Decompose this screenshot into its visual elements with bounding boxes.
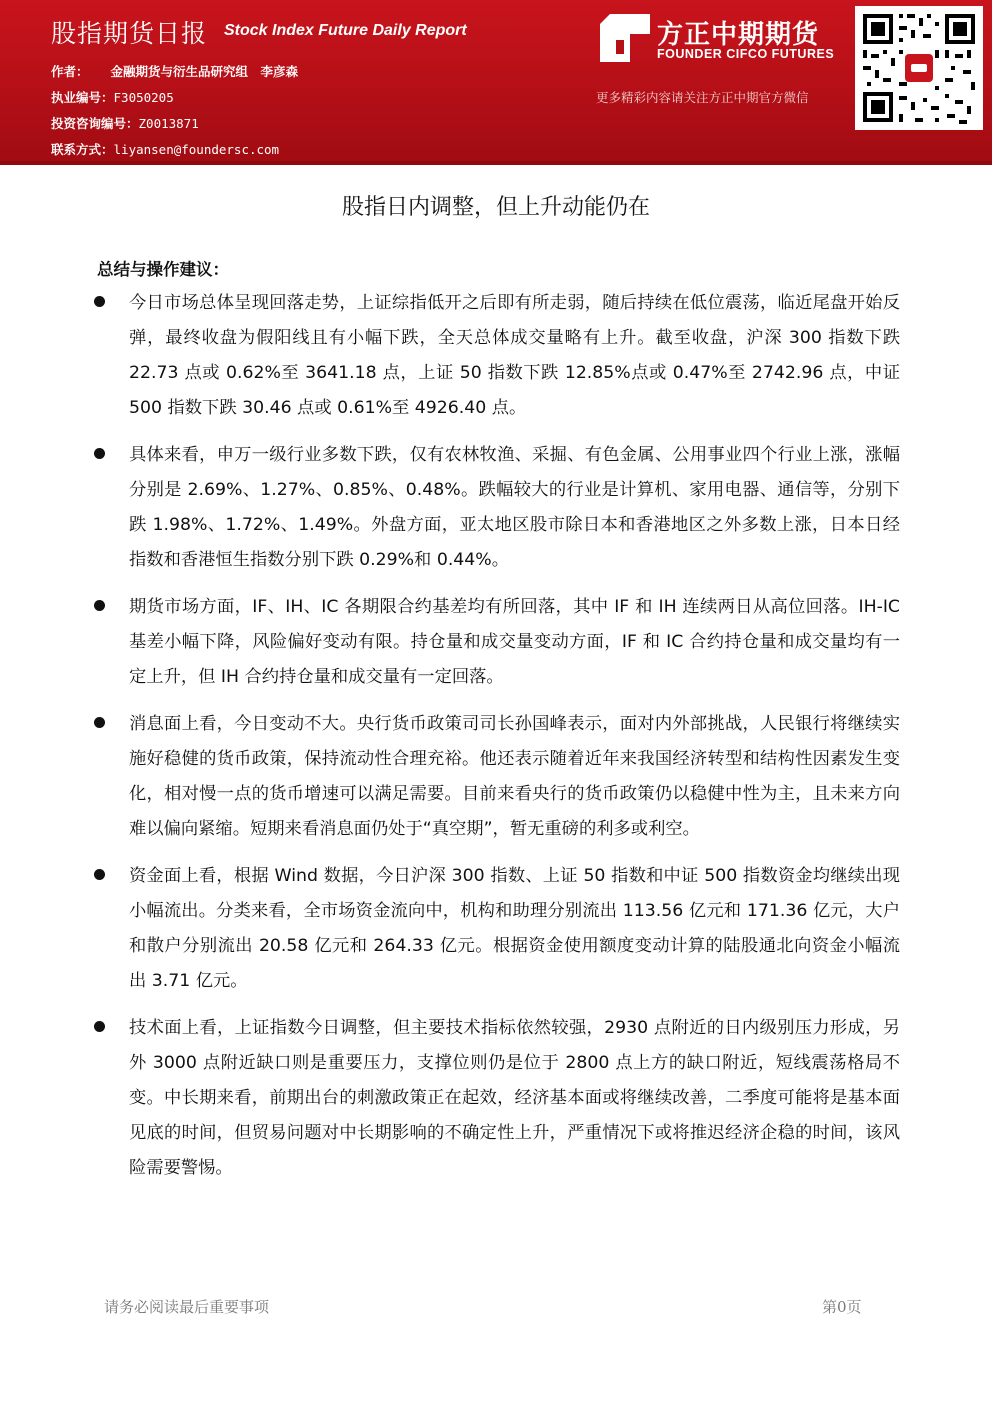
bullet-icon <box>94 448 105 459</box>
wechat-note: 更多精彩内容请关注方正中期官方微信 <box>596 90 809 105</box>
summary-paragraph <box>0 1011 900 1186</box>
license-label: 执业编号： <box>51 90 114 105</box>
author-line <box>51 62 298 80</box>
summary-paragraph <box>0 438 900 578</box>
advisor-value: Z0013871 <box>138 116 199 131</box>
founder-logo-icon <box>600 14 650 62</box>
document-title: 股指日内调整，但上升动能仍在 <box>341 195 650 220</box>
summary-list <box>0 286 992 1198</box>
paragraph-text: 资金面上看，根据 Wind 数据，今日沪深 300 指数、上证 50 指数和中证 500 指数资金均继续出现小幅流出。分类来看，全市场资金流向中，机构和助理分别流出 113.56 亿元和 171.36 亿元，大户和散户分别流出 20.58 亿元和 264.33 亿元。根据资金使用额度变动计算的陆股通北向资金小幅流出 3.71 亿元。 <box>129 866 900 991</box>
contact-line <box>51 140 279 158</box>
paragraph-text: 具体来看，申万一级行业多数下跌，仅有农林牧渔、采掘、有色金属、公用事业四个行业上涨，涨幅分别是 2.69%、1.27%、0.85%、0.48%。跌幅较大的行业是计算机、家用电器、通信等，分别下跌 1.98%、1.72%、1.49%。外盘方面，亚太地区股市除日本和香港地区之外多数上涨，日本日经指数和香港恒生指数分别下跌 0.29%和 0.44%。 <box>129 445 900 570</box>
logo-text-cn: 方正中期期货 <box>657 20 820 50</box>
paragraph-text: 今日市场总体呈现回落走势，上证综指低开之后即有所走弱，随后持续在低位震荡，临近尾盘开始反弹，最终收盘为假阳线且有小幅下跌，全天总体成交量略有上升。截至收盘，沪深 300 指数下跌 22.73 点或 0.62%至 3641.18 点，上证 50 指数下跌 12.85%点或 0.47%至 2742.96 点，中证 500 指数下跌 30.46 点或 0.61%至 4926.40 点。 <box>129 293 900 418</box>
paragraph-text: 期货市场方面，IF、IH、IC 各期限合约基差均有所回落，其中 IF 和 IH 连续两日从高位回落。IH-IC 基差小幅下降，风险偏好变动有限。持仓量和成交量变动方面，IF 和 IC 合约持仓量和成交量均有一定上升，但 IH 合约持仓量和成交量有一定回落。 <box>129 597 900 687</box>
contact-value[interactable]: liyansen@foundersc.com <box>113 142 280 157</box>
advisor-label: 投资咨询编号： <box>51 116 139 131</box>
summary-paragraph <box>0 859 900 999</box>
summary-paragraph <box>0 590 900 695</box>
qr-code-icon <box>855 6 983 130</box>
company-logo <box>600 14 850 64</box>
author-value: 金融期货与衍生品研究组 李彦森 <box>110 64 299 79</box>
author-label: 作者： <box>51 64 89 79</box>
bullet-icon <box>94 869 105 880</box>
summary-paragraph <box>0 286 900 426</box>
paragraph-text: 技术面上看，上证指数今日调整，但主要技术指标依然较强，2930 点附近的日内级别压力形成，另外 3000 点附近缺口则是重要压力，支撑位则仍是位于 2800 点上方的缺口附近，短线震荡格局不变。中长期来看，前期出台的刺激政策正在起效，经济基本面或将继续改善，二季度可能将是基本面见底的时间，但贸易问题对中长期影响的不确定性上升，严重情况下或将推迟经济企稳的时间，该风险需要警惕。 <box>129 1018 900 1178</box>
license-line <box>51 88 174 106</box>
footer-disclaimer: 请务必阅读最后重要事项 <box>104 1298 270 1316</box>
contact-label: 联系方式： <box>51 142 114 157</box>
report-title-cn: 股指期货日报 <box>51 19 208 48</box>
bullet-icon <box>94 296 105 307</box>
advisor-line <box>51 114 199 132</box>
logo-text-en: FOUNDER CIFCO FUTURES <box>657 47 835 61</box>
report-header <box>0 0 992 161</box>
license-value: F3050205 <box>113 90 174 105</box>
bullet-icon <box>94 1021 105 1032</box>
report-title-en: Stock Index Future Daily Report <box>224 22 467 39</box>
section-title: 总结与操作建议： <box>97 260 229 279</box>
paragraph-text: 消息面上看，今日变动不大。央行货币政策司司长孙国峰表示，面对内外部挑战，人民银行将继续实施好稳健的货币政策，保持流动性合理充裕。他还表示随着近年来我国经济转型和结构性因素发生变化，相对慢一点的货币增速可以满足需要。目前来看央行的货币政策仍以稳健中性为主，且未来方向难以偏向紧缩。短期来看消息面仍处于“真空期”，暂无重磅的利多或利空。 <box>129 714 900 839</box>
header-divider <box>0 161 992 165</box>
bullet-icon <box>94 717 105 728</box>
page-number: 第0页 <box>822 1298 862 1316</box>
summary-paragraph <box>0 707 900 847</box>
bullet-icon <box>94 600 105 611</box>
